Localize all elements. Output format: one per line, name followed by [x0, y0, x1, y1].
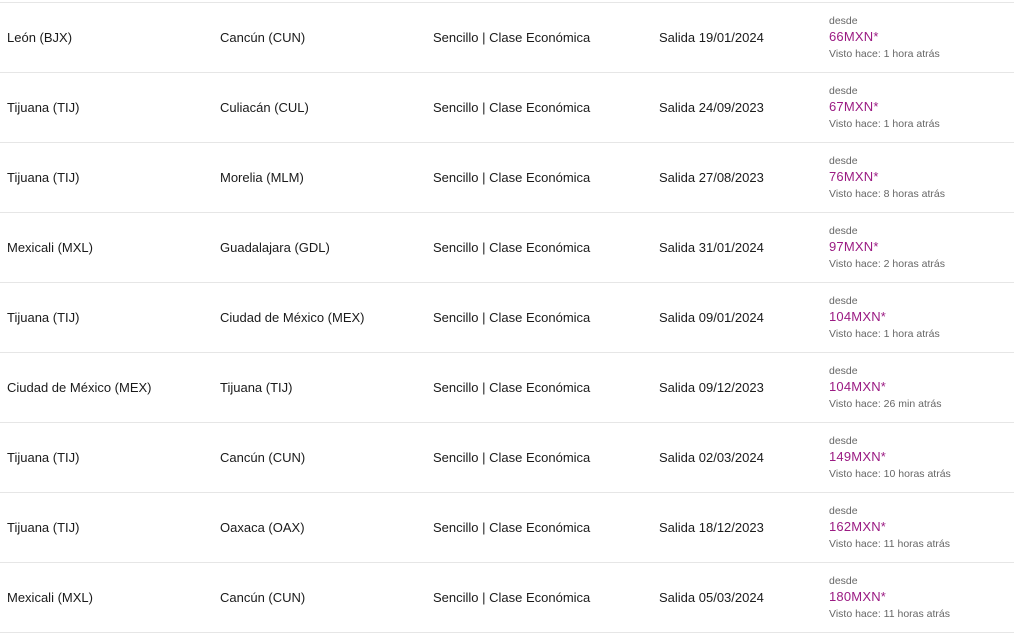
departure-date: Salida 18/12/2023: [659, 520, 764, 535]
trip-type: Sencillo | Clase Económica: [433, 30, 591, 45]
departure-date: Salida 02/03/2024: [659, 450, 764, 465]
price-amount[interactable]: 66MXN*: [829, 28, 879, 44]
origin-city: Tijuana (TIJ): [7, 310, 80, 325]
price-amount[interactable]: 104MXN*: [829, 378, 887, 394]
flight-row[interactable]: [0, 3, 1014, 73]
from-label: desde: [829, 574, 858, 587]
seen-time: Visto hace: 1 hora atrás: [829, 327, 940, 340]
origin-city: Tijuana (TIJ): [7, 170, 80, 185]
price-block: [829, 283, 940, 352]
price-block: [829, 353, 941, 422]
destination-city: Ciudad de México (MEX): [220, 310, 365, 325]
from-label: desde: [829, 154, 858, 167]
departure-date: Salida 31/01/2024: [659, 240, 764, 255]
price-block: [829, 563, 950, 632]
price-block: [829, 3, 940, 72]
price-amount[interactable]: 67MXN*: [829, 98, 879, 114]
departure-date: Salida 09/01/2024: [659, 310, 764, 325]
origin-city: Tijuana (TIJ): [7, 450, 80, 465]
seen-time: Visto hace: 2 horas atrás: [829, 257, 945, 270]
destination-city: Cancún (CUN): [220, 590, 306, 605]
seen-time: Visto hace: 10 horas atrás: [829, 467, 951, 480]
flight-row[interactable]: [0, 213, 1014, 283]
from-label: desde: [829, 294, 858, 307]
origin-city: Ciudad de México (MEX): [7, 380, 152, 395]
destination-city: Tijuana (TIJ): [220, 380, 293, 395]
flight-row[interactable]: [0, 283, 1014, 353]
departure-date: Salida 24/09/2023: [659, 100, 764, 115]
price-amount[interactable]: 162MXN*: [829, 518, 887, 534]
trip-type: Sencillo | Clase Económica: [433, 380, 591, 395]
trip-type: Sencillo | Clase Económica: [433, 100, 591, 115]
origin-city: Tijuana (TIJ): [7, 520, 80, 535]
flight-row[interactable]: [0, 73, 1014, 143]
seen-time: Visto hace: 11 horas atrás: [829, 607, 951, 620]
destination-city: Cancún (CUN): [220, 30, 306, 45]
seen-time: Visto hace: 1 hora atrás: [829, 117, 940, 130]
price-amount[interactable]: 76MXN*: [829, 168, 879, 184]
flight-row[interactable]: [0, 353, 1014, 423]
flight-row[interactable]: [0, 563, 1014, 633]
price-amount[interactable]: 149MXN*: [829, 448, 887, 464]
from-label: desde: [829, 364, 858, 377]
price-block: [829, 213, 945, 282]
destination-city: Oaxaca (OAX): [220, 520, 305, 535]
origin-city: Mexicali (MXL): [7, 240, 93, 255]
trip-type: Sencillo | Clase Económica: [433, 240, 591, 255]
seen-time: Visto hace: 1 hora atrás: [829, 47, 940, 60]
departure-date: Salida 27/08/2023: [659, 170, 764, 185]
trip-type: Sencillo | Clase Económica: [433, 170, 591, 185]
destination-city: Morelia (MLM): [220, 170, 304, 185]
trip-type: Sencillo | Clase Económica: [433, 310, 591, 325]
departure-date: Salida 19/01/2024: [659, 30, 764, 45]
from-label: desde: [829, 504, 858, 517]
origin-city: Tijuana (TIJ): [7, 100, 80, 115]
trip-type: Sencillo | Clase Económica: [433, 520, 591, 535]
departure-date: Salida 09/12/2023: [659, 380, 764, 395]
flight-row[interactable]: [0, 493, 1014, 563]
from-label: desde: [829, 224, 858, 237]
destination-city: Cancún (CUN): [220, 450, 306, 465]
from-label: desde: [829, 84, 858, 97]
flight-row[interactable]: [0, 423, 1014, 493]
origin-city: León (BJX): [7, 30, 73, 45]
from-label: desde: [829, 14, 858, 27]
price-block: [829, 493, 950, 562]
flight-deals-table: [0, 2, 1014, 633]
trip-type: Sencillo | Clase Económica: [433, 450, 591, 465]
price-block: [829, 423, 951, 492]
seen-time: Visto hace: 11 horas atrás: [829, 537, 951, 550]
price-amount[interactable]: 104MXN*: [829, 308, 887, 324]
price-amount[interactable]: 97MXN*: [829, 238, 879, 254]
price-block: [829, 143, 945, 212]
destination-city: Guadalajara (GDL): [220, 240, 330, 255]
price-block: [829, 73, 940, 142]
seen-time: Visto hace: 26 min atrás: [829, 397, 942, 410]
origin-city: Mexicali (MXL): [7, 590, 93, 605]
trip-type: Sencillo | Clase Económica: [433, 590, 591, 605]
price-amount[interactable]: 180MXN*: [829, 588, 887, 604]
flight-row[interactable]: [0, 143, 1014, 213]
from-label: desde: [829, 434, 858, 447]
destination-city: Culiacán (CUL): [220, 100, 309, 115]
departure-date: Salida 05/03/2024: [659, 590, 764, 605]
seen-time: Visto hace: 8 horas atrás: [829, 187, 945, 200]
